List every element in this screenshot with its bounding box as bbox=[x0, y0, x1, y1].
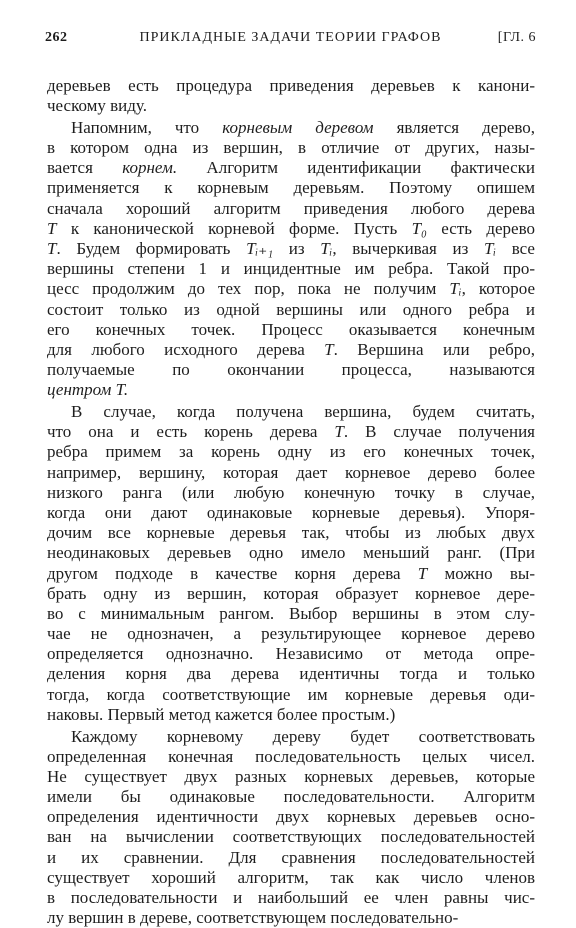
text-line: в котором одна из вершин, в отличие от других, назы- bbox=[47, 138, 535, 158]
text-line: T. Будем формировать Tᵢ₊₁ из Tᵢ, вычеркивая из Tᵢ все bbox=[47, 239, 535, 259]
page-number: 262 bbox=[45, 30, 68, 46]
body-text bbox=[47, 76, 535, 928]
text-line: дочим все корневые деревья так, чтобы из любых двух bbox=[47, 523, 535, 543]
text-line: его конечных точек. Процесс оказывается конечным bbox=[47, 320, 535, 340]
text-line: брать одну из вершин, которая образует корневое дере- bbox=[47, 584, 535, 604]
text-line: и их сравнении. Для сравнения последовательностей bbox=[47, 848, 535, 868]
text-line: состоит только из одной вершины или одного ребра и bbox=[47, 300, 535, 320]
paragraph-rooted-tree bbox=[47, 118, 535, 401]
text-line: для любого исходного дерева T. Вершина или ребро, bbox=[47, 340, 535, 360]
text-line: другом подходе в качестве корня дерева T можно вы- bbox=[47, 564, 535, 584]
paragraph-sequences bbox=[47, 727, 535, 928]
text-line: вается корнем. Алгоритм идентификации фактически bbox=[47, 158, 535, 178]
text-line: сначала хороший алгоритм приведения любого дерева bbox=[47, 199, 535, 219]
text-line: когда они дают одинаковые корневые деревья). Упоря- bbox=[47, 503, 535, 523]
text-line: ребра примем за корень одну из его конечных точек, bbox=[47, 442, 535, 462]
text-line: ческому виду. bbox=[47, 96, 535, 116]
text-line: существует хороший алгоритм, так как число членов bbox=[47, 868, 535, 888]
text-line: определения идентичности двух корневых деревьев осно- bbox=[47, 807, 535, 827]
text-line: применяется к корневым деревьям. Поэтому опишем bbox=[47, 178, 535, 198]
text-line: имели бы одинаковые последовательности. Алгоритм bbox=[47, 787, 535, 807]
text-line: во с минимальным рангом. Выбор вершины в этом слу- bbox=[47, 604, 535, 624]
paragraph-continuation bbox=[47, 76, 535, 116]
text-line: например, вершину, которая дает корневое дерево более bbox=[47, 463, 535, 483]
text-line: деревьев есть процедура приведения деревьев к канони- bbox=[47, 76, 535, 96]
text-line: ван на вычислении соответствующих последовательностей bbox=[47, 827, 535, 847]
text-line: неодинаковых деревьев одно имело меньший ранг. (При bbox=[47, 543, 535, 563]
paragraph-tree-root bbox=[47, 402, 535, 725]
text-line: В случае, когда получена вершина, будем считать, bbox=[47, 402, 535, 422]
text-line: лу вершин в дереве, соответствующем последовательно- bbox=[47, 908, 535, 928]
text-line: низкого ранга (или любую конечную точку в случае, bbox=[47, 483, 535, 503]
text-line: центром T. bbox=[47, 380, 535, 400]
text-line: наковы. Первый метод кажется более простым.) bbox=[47, 705, 535, 725]
text-line: определенная конечная последовательность целых чисел. bbox=[47, 747, 535, 767]
text-line: Каждому корневому дереву будет соответствовать bbox=[47, 727, 535, 747]
running-title: ПРИКЛАДНЫЕ ЗАДАЧИ ТЕОРИИ ГРАФОВ bbox=[45, 30, 536, 46]
text-line: чае не однозначен, а результирующее корневое дерево bbox=[47, 624, 535, 644]
text-line: T к канонической корневой форме. Пусть T₀ есть дерево bbox=[47, 219, 535, 239]
text-line: получаемые по окончании процесса, называются bbox=[47, 360, 535, 380]
chapter-marker: [ГЛ. 6 bbox=[498, 30, 536, 46]
text-line: Напомним, что корневым деревом является дерево, bbox=[47, 118, 535, 138]
text-line: в последовательности и наибольший ее член равны чис- bbox=[47, 888, 535, 908]
page-header bbox=[45, 30, 536, 50]
text-line: тогда, когда соответствующие им корневые деревья оди- bbox=[47, 685, 535, 705]
text-line: определяется однозначно. Независимо от метода опре- bbox=[47, 644, 535, 664]
text-line: Не существует двух разных корневых деревьев, которые bbox=[47, 767, 535, 787]
text-line: что она и есть корень дерева T. В случае получения bbox=[47, 422, 535, 442]
text-line: вершины степени 1 и инцидентные им ребра. Такой про- bbox=[47, 259, 535, 279]
text-line: деления корня два дерева идентичны тогда и только bbox=[47, 664, 535, 684]
text-line: цесс продолжим до тех пор, пока не получим Tᵢ, которое bbox=[47, 279, 535, 299]
